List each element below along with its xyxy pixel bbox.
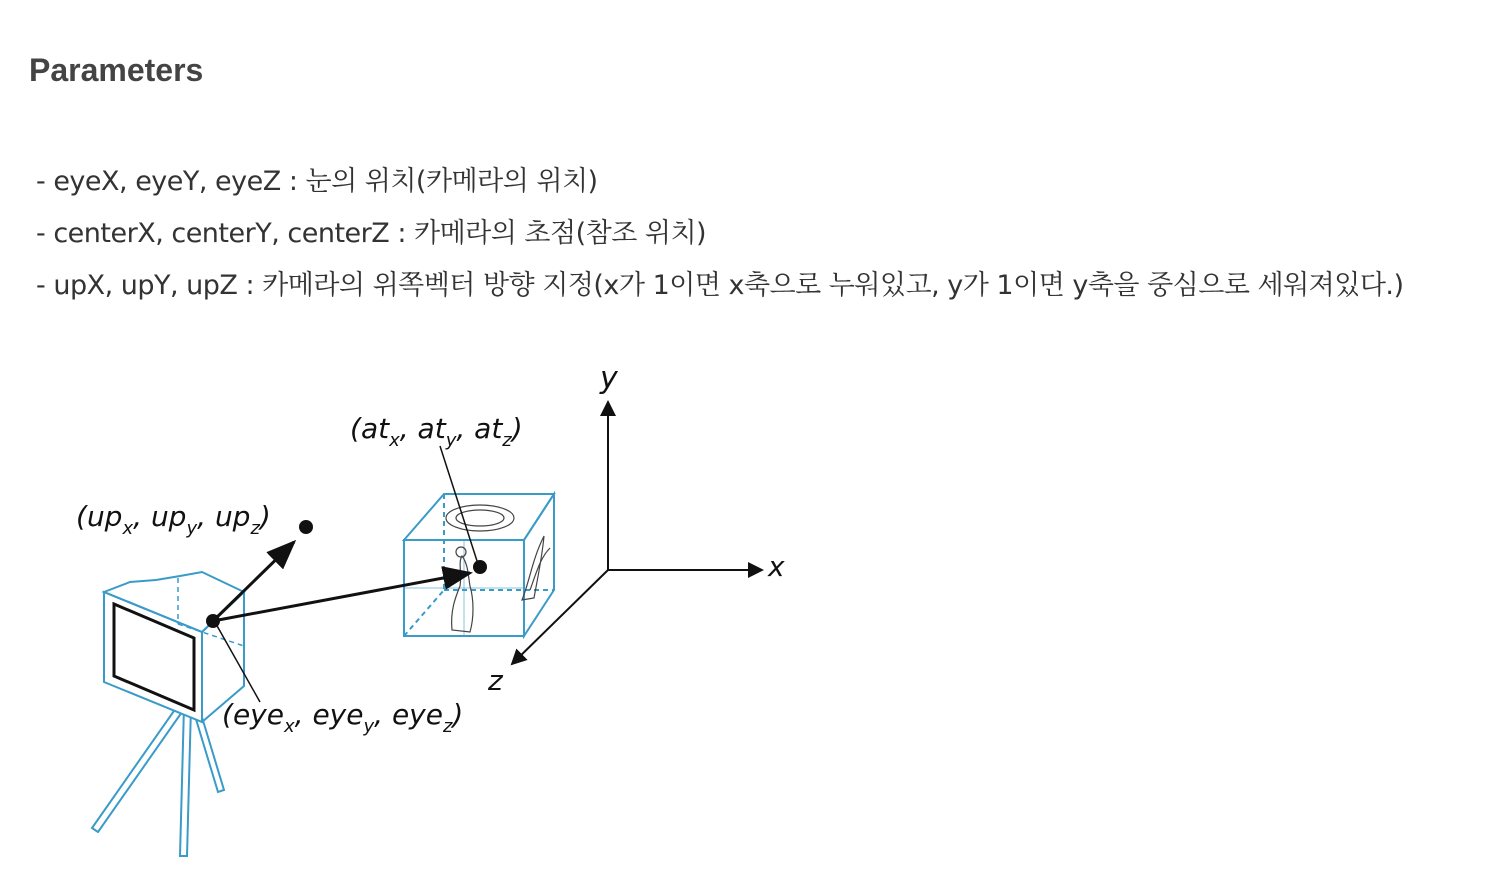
param-center: - centerX, centerY, centerZ : 카메라의 초점(참조 위치) [36,218,707,249]
at-point [473,560,487,574]
view-vector [213,573,470,621]
tripod [92,704,224,856]
z-axis-line [512,570,608,664]
up-label: ($up_x$, $up_y$, $up_z$) [76,500,271,539]
y-axis-label: y [600,361,618,396]
eye-label: (eye$_x$, eye$_y$, eye$_z$) [222,698,464,737]
parameter-list [36,160,1404,316]
param-up: - upX, upY, upZ : 카메라의 위쪽벡터 방향 지정(x가 1이면 x축으로 누워있고, y가 1이면 y축을 중심으로 세워져있다.) [36,270,1404,301]
eye-point [206,614,220,628]
lookat-diagram [60,360,820,870]
up-point [299,520,313,534]
z-axis-label: z [488,664,503,697]
param-eye: - eyeX, eyeY, eyeZ : 눈의 위치(카메라의 위치) [36,166,598,197]
vectors [206,446,487,702]
section-title: Parameters [29,52,204,88]
at-label: ($at_x$, $at_y$, $at_z$) [350,412,523,451]
x-axis-label: x [768,550,785,583]
